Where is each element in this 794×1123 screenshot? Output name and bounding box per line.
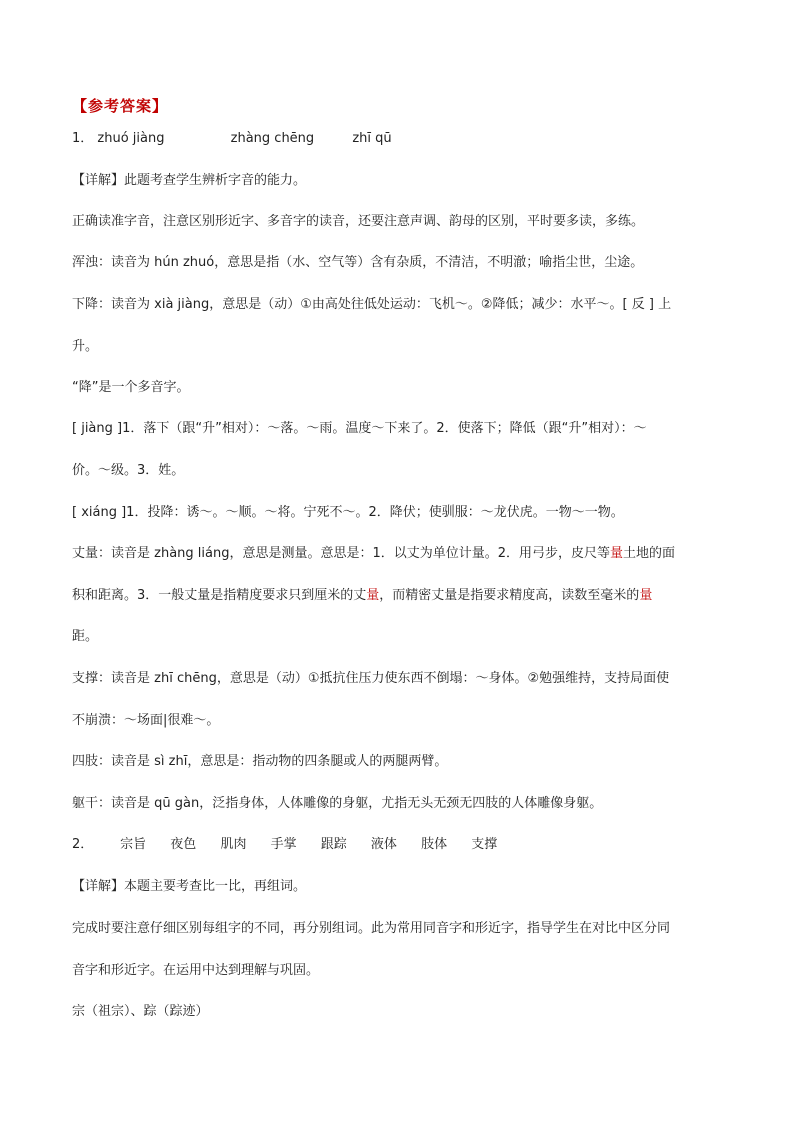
q2-answer-6: 液体 <box>370 837 397 852</box>
q1-xiajiang-1: 下降：读音为 xià jiàng，意思是（动）①由高处往低处运动：飞机～。②降低；减少：水平～。[ 反 ] 上 <box>72 297 672 312</box>
q1-number: 1． <box>72 131 94 146</box>
q2-answer-5: 跟踪 <box>320 837 347 852</box>
q2-answer-7: 肢体 <box>421 837 448 852</box>
q1-zhicheng-2: 不崩溃：～场面|很难～。 <box>72 713 220 728</box>
q1-zhangliang-1a: 丈量：读音是 zhàng liáng，意思是测量。意思是：1．以丈为单位计量。2．用弓步，皮尺等 <box>72 546 611 561</box>
q1-detail-text: 此题考查学生辨析字音的能力。 <box>124 173 307 188</box>
q1-zhangliang-2d: 量 <box>639 588 653 603</box>
q1-intro: 正确读准字音，注意区别形近字、多音字的读音，还要注意声调、韵母的区别，平时要多读，多练。 <box>72 214 645 229</box>
q1-jiang-1: [ jiàng ]1．落下（跟“升”相对）：～落。～雨。温度～下来了。2．使落下；降低（跟“升”相对）：～ <box>72 421 647 436</box>
q2-answer-1: 宗旨 <box>120 837 147 852</box>
q1-answer-1: zhuó jiàng <box>97 131 165 146</box>
q1-xiajiang-2: 升。 <box>72 339 99 354</box>
q1-detail <box>72 172 722 190</box>
q1-detail-tag: 【详解】 <box>72 173 125 188</box>
q2-detail-text: 本题主要考查比一比，再组词。 <box>124 879 307 894</box>
q1-zhangliang-2b: 量 <box>366 588 380 603</box>
q2-detail <box>72 878 722 896</box>
q1-zhangliang-1c: 土地的面 <box>623 546 676 561</box>
q2-answer-3: 肌肉 <box>220 837 247 852</box>
q1-zhangliang-1b: 量 <box>610 546 624 561</box>
q1-zhangliang-2 <box>72 587 722 605</box>
q2-answer-line <box>72 836 722 854</box>
q2-detail-tag: 【详解】 <box>72 879 125 894</box>
q1-answer-line <box>72 130 722 148</box>
q2-answer-2: 夜色 <box>170 837 197 852</box>
q1-qugan: 躯干：读音是 qū gàn，泛指身体，人体雕像的身躯，尤指无头无颈无四肢的人体雕像身躯。 <box>72 796 603 811</box>
q1-answer-3: zhī qū <box>352 131 392 146</box>
q1-jiang-2: 价。～级。3．姓。 <box>72 463 185 478</box>
q2-answer-8: 支撑 <box>471 837 498 852</box>
q1-zhangliang-2c: ，而精密丈量是指要求精度高，读数至毫米的 <box>379 588 640 603</box>
q1-sizhi: 四肢：读音是 sì zhī，意思是：指动物的四条腿或人的两腿两臂。 <box>72 754 448 769</box>
q1-hunzhuo: 浑浊：读音为 hún zhuó，意思是指（水、空气等）含有杂质，不清洁，不明澈；喻指尘世，尘途。 <box>72 255 644 270</box>
q1-zhicheng-1: 支撑：读音是 zhī chēng，意思是（动）①抵抗住压力使东西不倒塌：～身体。②勉强维持，支持局面使 <box>72 671 670 686</box>
q1-answer-2: zhàng chēng <box>230 131 315 146</box>
q2-answer-4: 手掌 <box>270 837 297 852</box>
q2-intro-1: 完成时要注意仔细区别每组字的不同，再分别组词。此为常用同音字和形近字，指导学生在对比中区分同 <box>72 921 671 936</box>
q2-intro-2: 音字和形近字。在运用中达到理解与巩固。 <box>72 963 320 978</box>
q1-xiang: [ xiáng ]1．投降：诱～。～顺。～将。宁死不～。2．降伏；使驯服：～龙伏虎。一物～一物。 <box>72 505 624 520</box>
answer-heading: 【参考答案】 <box>72 97 169 115</box>
q1-zhangliang-1 <box>72 545 722 563</box>
q1-duoyin: “降”是一个多音字。 <box>72 380 190 395</box>
q1-zhangliang-2a: 积和距离。3．一般丈量是指精度要求只到厘米的丈 <box>72 588 367 603</box>
q2-example: 宗（祖宗）、踪（踪迹） <box>72 1004 209 1019</box>
q2-number: 2． <box>72 837 94 852</box>
q1-zhangliang-3: 距。 <box>72 629 99 644</box>
